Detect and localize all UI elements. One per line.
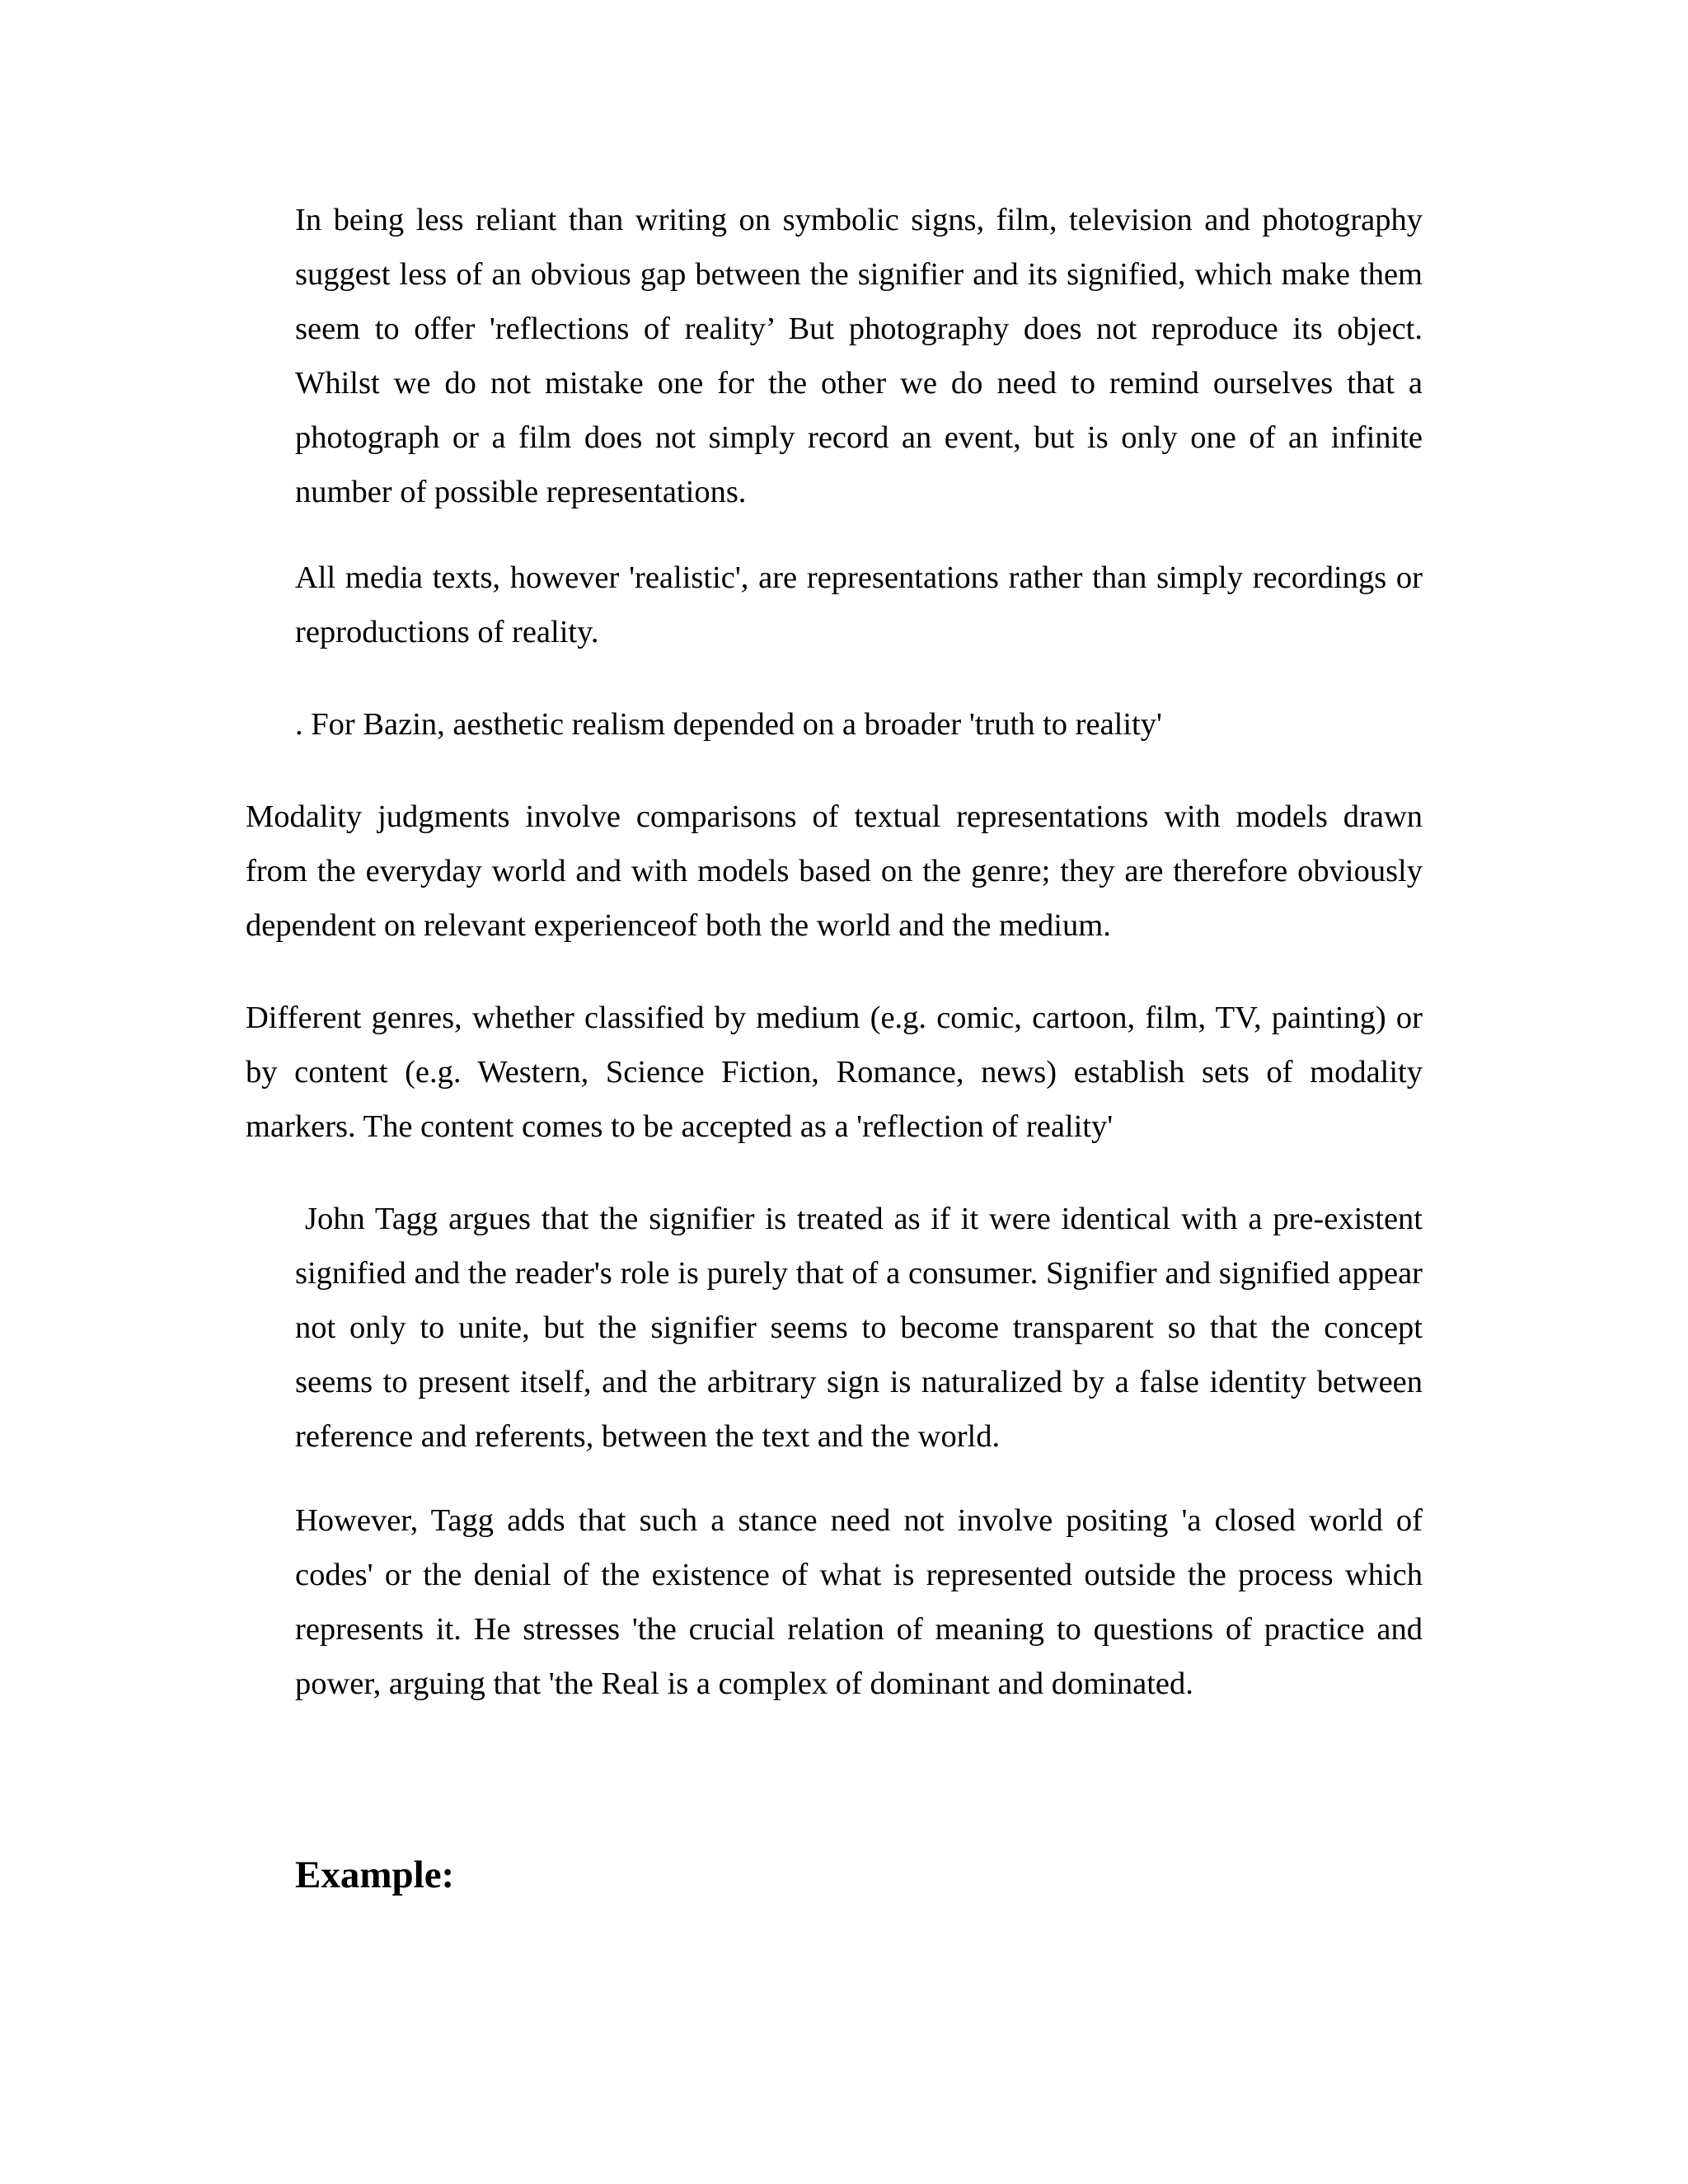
paragraph-bazin: . For Bazin, aesthetic realism depended on a broader 'truth to reality' xyxy=(295,707,1162,742)
paragraph-media-texts: All media texts, however 'realistic', are representations rather than simply recordings or reproductions of reality. xyxy=(295,560,1423,649)
paragraph-modality-judgments: Modality judgments involve comparisons of textual representations with models drawn from the everyday world and with models based on the genre; they are therefore obviously dependent on relevant experienceof both the world and the medium. xyxy=(246,799,1423,943)
section-heading: Example: xyxy=(295,1854,455,1896)
paragraph-tagg-adds: However, Tagg adds that such a stance need not involve positing 'a closed world of codes' or the denial of the existence of what is represented outside the process which represents it. He stresses 'the crucial relation of meaning to questions of practice and power, arguing that 'the Real is a complex of dominant and dominated. xyxy=(295,1503,1423,1701)
paragraph-john-tagg: John Tagg argues that the signifier is treated as if it were identical with a pre-existent signified and the reader's role is purely that of a consumer. Signifier and signified appear not only to unite, but the signifier seems to become transparent so that the concept seems to present itself, and the arbitrary sign is naturalized by a false identity between reference and referents, between the text and the world. xyxy=(295,1202,1423,1454)
paragraph-photography-representation: In being less reliant than writing on symbolic signs, film, television and photography suggest less of an obvious gap between the signifier and its signified, which make them seem to offer 'reflections of reality’ But photography does not reproduce its object. Whilst we do not mistake one for the other we do need to remind ourselves that a photograph or a film does not simply record an event, but is only one of an infinite number of possible representations. xyxy=(295,203,1423,509)
paragraph-different-genres: Different genres, whether classified by medium (e.g. comic, cartoon, film, TV, painting) or by content (e.g. Western, Science Fiction, Romance, news) establish sets of modality markers. The content comes to be accepted as a 'reflection of reality' xyxy=(246,1001,1423,1144)
